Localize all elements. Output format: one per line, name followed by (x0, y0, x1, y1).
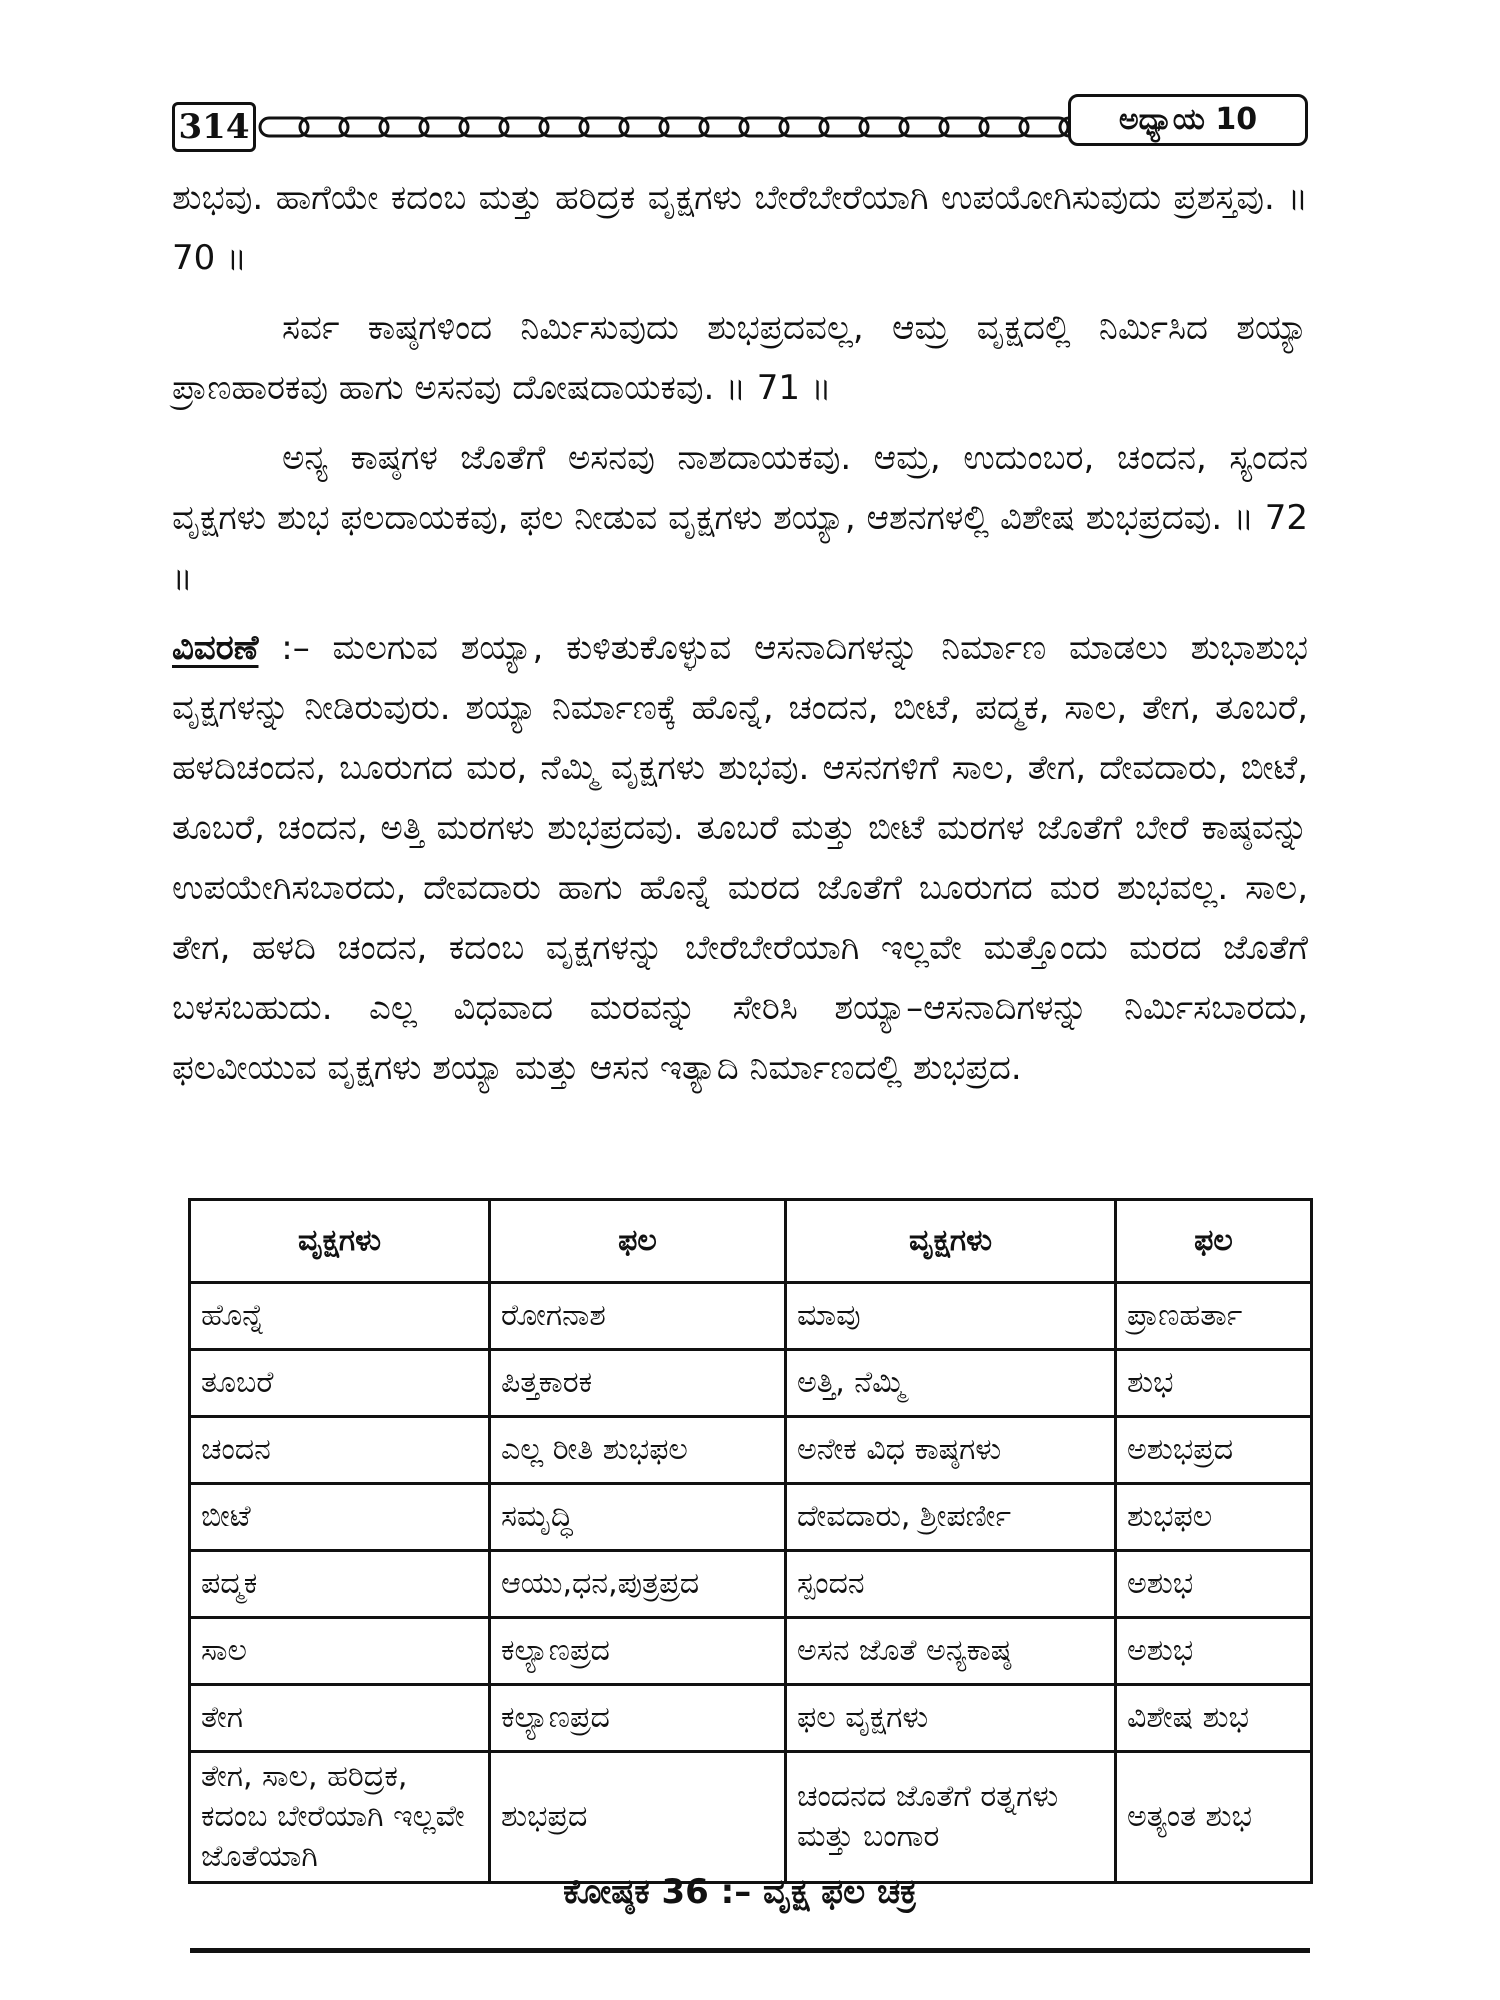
table-cell: ರೋಗನಾಶ (490, 1283, 786, 1350)
table-cell: ಪದ್ಮಕ (190, 1551, 490, 1618)
table-row (190, 1283, 1312, 1350)
verse-71-paragraph: ಸರ್ವ ಕಾಷ್ಠಗಳಿಂದ ನಿರ್ಮಿಸುವುದು ಶುಭಪ್ರದವಲ್ಲ, ಆಮ್ರ ವೃಕ್ಷದಲ್ಲಿ ನಿರ್ಮಿಸಿದ ಶಯ್ಯಾ ಪ್ರಾಣಹಾರಕವು ಹಾಗು ಅಸನವು ದೋಷದಾಯಕವು. ॥ 71 ॥ (172, 308, 1308, 408)
table-cell: ಶುಭ (1116, 1350, 1312, 1417)
table-cell: ಸಮೃದ್ಧಿ (490, 1484, 786, 1551)
explanation-paragraph (172, 618, 1308, 1098)
table-cell: ಅತ್ತಿ, ನೆಮ್ಮಿ (786, 1350, 1116, 1417)
table-row (190, 1484, 1312, 1551)
table-cell: ಸ್ಪಂದನ (786, 1551, 1116, 1618)
table-cell: ಎಲ್ಲ ರೀತಿ ಶುಭಫಲ (490, 1417, 786, 1484)
table-cell: ಫಲ ವೃಕ್ಷಗಳು (786, 1685, 1116, 1752)
table-cell: ದೇವದಾರು, ಶ್ರೀಪರ್ಣೀ (786, 1484, 1116, 1551)
table-cell: ಹೊನ್ನೆ (190, 1283, 490, 1350)
column-header: ವೃಕ್ಷಗಳು (190, 1200, 490, 1283)
table-cell: ಪಿತ್ತಕಾರಕ (490, 1350, 786, 1417)
table-cell: ಅಶುಭ (1116, 1618, 1312, 1685)
body-text (172, 168, 1308, 1112)
table-cell: ತೂಬರೆ (190, 1350, 490, 1417)
table-cell: ಅಶುಭ (1116, 1551, 1312, 1618)
explanation-label: ವಿವರಣೆ (172, 628, 259, 668)
table-header-row (190, 1200, 1312, 1283)
table-cell: ಮಾವು (786, 1283, 1116, 1350)
table-row (190, 1685, 1312, 1752)
table-row (190, 1350, 1312, 1417)
tree-fruit-table (188, 1198, 1313, 1884)
table-row (190, 1551, 1312, 1618)
table-cell: ವಿಶೇಷ ಶುಭ (1116, 1685, 1312, 1752)
table-cell: ಚಂದನ (190, 1417, 490, 1484)
page-number: 314 (172, 102, 256, 152)
table-cell: ತೇಗ, ಸಾಲ, ಹರಿದ್ರಕ, ಕದಂಬ ಬೇರೆಯಾಗಿ ಇಲ್ಲವೇ ಜೊತೆಯಾಗಿ (190, 1752, 490, 1883)
table-cell: ಶುಭಫಲ (1116, 1484, 1312, 1551)
explanation-text: :– ಮಲಗುವ ಶಯ್ಯಾ, ಕುಳಿತುಕೊಳ್ಳುವ ಆಸನಾದಿಗಳನ್ನು ನಿರ್ಮಾಣ ಮಾಡಲು ಶುಭಾಶುಭ ವೃಕ್ಷಗಳನ್ನು ನೀಡಿರುವುರು. ಶಯ್ಯಾ ನಿರ್ಮಾಣಕ್ಕೆ ಹೊನ್ನೆ, ಚಂದನ, ಬೀಟೆ, ಪದ್ಮಕ, ಸಾಲ, ತೇಗ, ತೂಬರೆ, ಹಳದಿಚಂದನ, ಬೂರುಗದ ಮರ, ನೆಮ್ಮಿ ವೃಕ್ಷಗಳು ಶುಭವು. ಆಸನಗಳಿಗೆ ಸಾಲ, ತೇಗ, ದೇವದಾರು, ಬೀಟೆ, ತೂಬರೆ, ಚಂದನ, ಅತ್ತಿ ಮರಗಳು ಶುಭಪ್ರದವು. ತೂಬರೆ ಮತ್ತು ಬೀಟೆ ಮರಗಳ ಜೊತೆಗೆ ಬೇರೆ ಕಾಷ್ಠವನ್ನು ಉಪಯೇಗಿಸಬಾರದು, ದೇವದಾರು ಹಾಗು ಹೊನ್ನೆ ಮರದ ಜೊತೆಗೆ ಬೂರುಗದ ಮರ ಶುಭವಲ್ಲ. ಸಾಲ, ತೇಗ, ಹಳದಿ ಚಂದನ, ಕದಂಬ ವೃಕ್ಷಗಳನ್ನು ಬೇರೆಬೇರೆಯಾಗಿ ಇಲ್ಲವೇ ಮತ್ತೊಂದು ಮರದ ಜೊತೆಗೆ ಬಳಸಬಹುದು. ಎಲ್ಲ ವಿಧವಾದ ಮರವನ್ನು ಸೇರಿಸಿ ಶಯ್ಯಾ–ಆಸನಾದಿಗಳನ್ನು ನಿರ್ಮಿಸಬಾರದು, ಫಲವೀಯುವ ವೃಕ್ಷಗಳು ಶಯ್ಯಾ ಮತ್ತು ಆಸನ ಇತ್ಯಾದಿ ನಿರ್ಮಾಣದಲ್ಲಿ ಶುಭಪ್ರದ. (172, 628, 1308, 1088)
footer-rule (190, 1948, 1310, 1953)
table-cell: ಅನೇಕ ವಿಧ ಕಾಷ್ಠಗಳು (786, 1417, 1116, 1484)
table-cell: ಶುಭಪ್ರದ (490, 1752, 786, 1883)
table-caption: ಕೋಷ್ಠಕ 36 :– ವೃಕ್ಷ ಫಲ ಚಕ್ರ (563, 1872, 917, 1912)
table-cell: ಪ್ರಾಣಹರ್ತಾ (1116, 1283, 1312, 1350)
table-row (190, 1417, 1312, 1484)
table-cell: ಕಲ್ಯಾಣಪ್ರದ (490, 1618, 786, 1685)
table-cell: ಸಾಲ (190, 1618, 490, 1685)
table-cell: ಚಂದನದ ಜೊತೆಗೆ ರತ್ನಗಳು ಮತ್ತು ಬಂಗಾರ (786, 1752, 1116, 1883)
chapter-title: ಅಧ್ಯಾಯ 10 (1068, 94, 1308, 146)
table-cell: ಆಯು,ಧನ,ಪುತ್ರಪ್ರದ (490, 1551, 786, 1618)
column-header: ವೃಕ್ಷಗಳು (786, 1200, 1116, 1283)
table-cell: ಅಸನ ಜೊತೆ ಅನ್ಯಕಾಷ್ಠ (786, 1618, 1116, 1685)
column-header: ಫಲ (1116, 1200, 1312, 1283)
table-cell: ಅತ್ಯಂತ ಶುಭ (1116, 1752, 1312, 1883)
table-cell: ಬೀಟೆ (190, 1484, 490, 1551)
table-cell: ಅಶುಭಪ್ರದ (1116, 1417, 1312, 1484)
table-cell: ಕಲ್ಯಾಣಪ್ರದ (490, 1685, 786, 1752)
table-cell: ತೇಗ (190, 1685, 490, 1752)
page-header (172, 92, 1308, 162)
column-header: ಫಲ (490, 1200, 786, 1283)
table-row (190, 1752, 1312, 1883)
verse-70-paragraph: ಶುಭವು. ಹಾಗೆಯೇ ಕದಂಬ ಮತ್ತು ಹರಿದ್ರಕ ವೃಕ್ಷಗಳು ಬೇರೆಬೇರೆಯಾಗಿ ಉಪಯೋಗಿಸುವುದು ಪ್ರಶಸ್ತವು. ॥ 70 ॥ (172, 178, 1308, 278)
verse-72-paragraph: ಅನ್ಯ ಕಾಷ್ಠಗಳ ಜೊತೆಗೆ ಅಸನವು ನಾಶದಾಯಕವು. ಆಮ್ರ, ಉದುಂಬರ, ಚಂದನ, ಸ್ಯಂದನ ವೃಕ್ಷಗಳು ಶುಭ ಫಲದಾಯಕವು, ಫಲ ನೀಡುವ ವೃಕ್ಷಗಳು ಶಯ್ಯಾ, ಆಶನಗಳಲ್ಲಿ ವಿಶೇಷ ಶುಭಪ್ರದವು. ॥ 72 ॥ (172, 438, 1308, 598)
table-row (190, 1618, 1312, 1685)
